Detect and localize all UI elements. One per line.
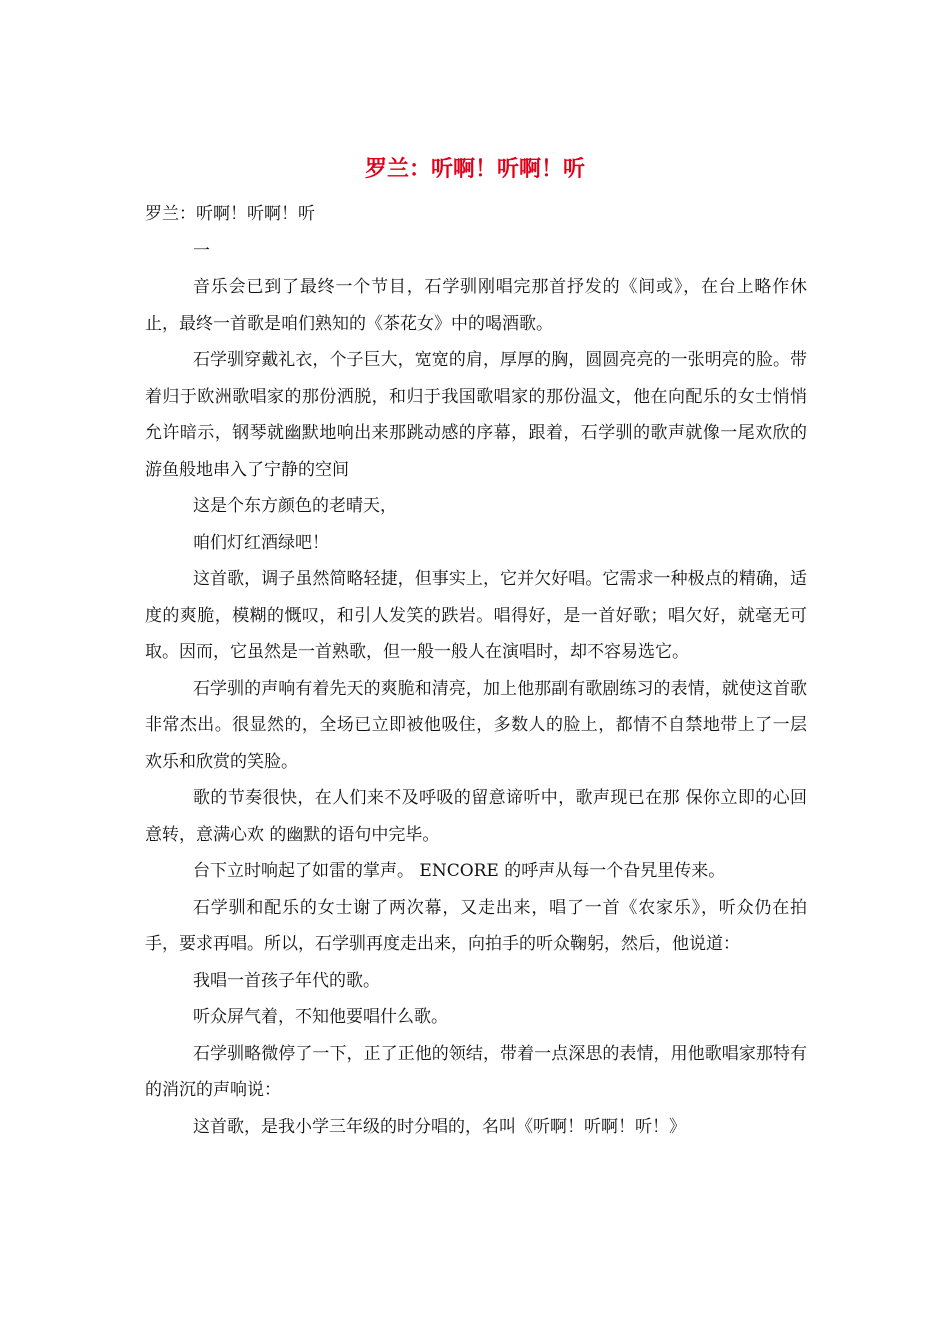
paragraph: 石学驯的声响有着先天的爽脆和清亮，加上他那副有歌剧练习的表情，就使这首歌非常杰出。很显然的，全场已立即被他吸住，多数人的脸上，都情不自禁地带上了一层欢乐和欣赏的笑脸。 (145, 678, 807, 772)
paragraph: 石学驯略微停了一下，正了正他的领结，带着一点深思的表情，用他歌唱家那特有的消沉的声响说： (145, 1043, 807, 1100)
paragraph: 一 (193, 240, 210, 261)
paragraph: 歌的节奏很快，在人们来不及呼吸的留意谛听中，歌声现已在那 保你立即的心回意转，意满心欢 的幽默的语句中完毕。 (145, 788, 807, 845)
paragraph: 这是个东方颜色的老晴天， (193, 496, 397, 516)
document-body (145, 196, 807, 1145)
paragraph: 音乐会已到了最终一个节目，石学驯刚唱完那首抒发的《间或》，在台上略作休止，最终一首歌是咱们熟知的《茶花女》中的喝酒歌。 (145, 277, 807, 334)
paragraph: 这首歌，调子虽然简略轻捷，但事实上，它并欠好唱。它需求一种极点的精确，适度的爽脆，模糊的慨叹，和引人发笑的跌岩。唱得好，是一首好歌；唱欠好，就毫无可取。因而，它虽然是一首熟歌，但一般一般人在演唱时，却不容易选它。 (145, 569, 807, 662)
paragraph: 罗兰：听啊！听啊！听 (145, 204, 315, 224)
paragraph: 石学驯穿戴礼衣，个子巨大，宽宽的肩，厚厚的胸，圆圆亮亮的一张明亮的脸。带着归于欧洲歌唱家的那份洒脱，和归于我国歌唱家的那份温文，他在向配乐的女士悄悄允许暗示，钢琴就幽默地响出来那跳动感的序幕，跟着，石学驯的歌声就像一尾欢欣的游鱼般地串入了宁静的空间 (145, 350, 807, 480)
paragraph: 石学驯和配乐的女士谢了两次幕，又走出来，唱了一首《农家乐》，听众仍在拍手，要求再唱。所以，石学驯再度走出来，向拍手的听众鞠躬，然后，他说道： (145, 897, 807, 954)
paragraph: 咱们灯红酒绿吧！ (193, 532, 329, 553)
paragraph: 这首歌，是我小学三年级的时分唱的，名叫《听啊！听啊！听！》 (193, 1116, 686, 1137)
paragraph: 台下立时响起了如雷的掌声。 ENCORE 的呼声从每一个旮旯里传来。 (193, 861, 726, 881)
paragraph: 听众屏气着，不知他要唱什么歌。 (193, 1007, 448, 1027)
document-title: 罗兰：听啊！听啊！听 (364, 156, 585, 182)
paragraph: 我唱一首孩子年代的歌。 (193, 970, 380, 991)
